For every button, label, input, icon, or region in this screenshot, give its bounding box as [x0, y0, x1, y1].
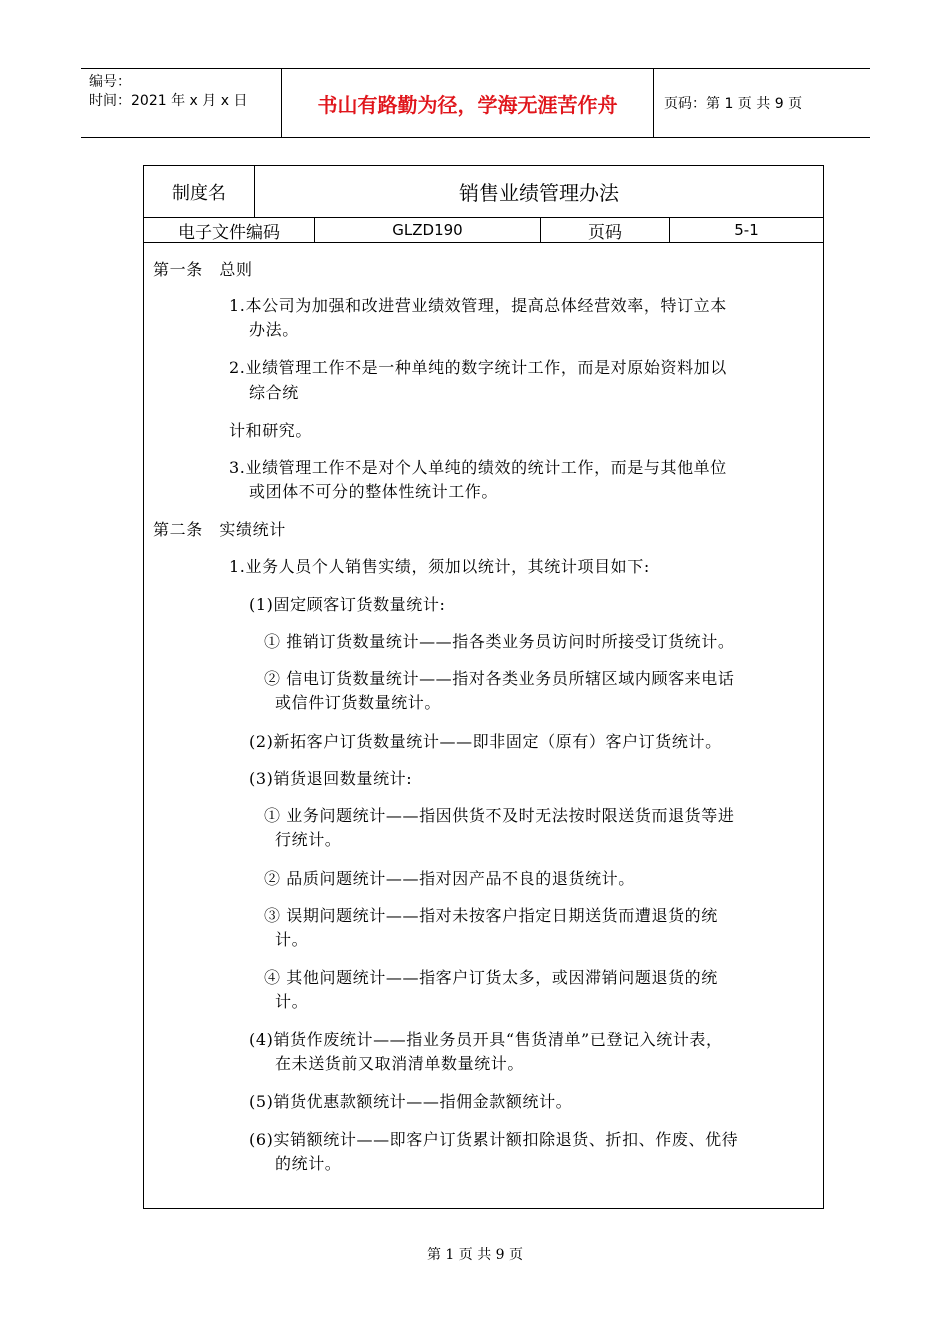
file-code-value: GLZD190 [315, 218, 541, 242]
body-line: (6)实销额统计——即客户订货累计额扣除退货、折扣、作废、优待 [249, 1130, 739, 1149]
article-heading: 第一条 总则 [153, 260, 253, 279]
page-header [81, 68, 870, 138]
body-line: ② 品质问题统计——指对因产品不良的退货统计。 [264, 869, 635, 888]
body-line: ① 业务问题统计——指因供货不及时无法按时限送货而退货等进 [264, 806, 735, 825]
file-code-row [144, 218, 823, 243]
body-line: (2)新拓客户订货数量统计——即非固定（原有）客户订货统计。 [249, 732, 722, 751]
header-meta [81, 69, 282, 137]
body-line: (4)销货作废统计——指业务员开具“售货清单”已登记入统计表， [249, 1030, 723, 1049]
number-label: 编号： [89, 74, 131, 90]
body-line: 2.业绩管理工作不是一种单纯的数字统计工作，而是对原始资料加以 [229, 358, 727, 377]
body-line: ④ 其他问题统计——指客户订货太多，或因滞销问题退货的统 [264, 968, 718, 987]
time-label: 时间：2021 年 x 月 x 日 [89, 93, 248, 109]
body-line: 或信件订货数量统计。 [275, 693, 442, 712]
header-page-info: 页码：第 1 页 共 9 页 [664, 96, 803, 112]
system-name-row [144, 166, 823, 218]
body-line: 1.业务人员个人销售实绩，须加以统计，其统计项目如下: [229, 557, 650, 576]
body-line: ② 信电订货数量统计——指对各类业务员所辖区域内顾客来电话 [264, 669, 735, 688]
page-label: 页码 [541, 218, 670, 242]
body-line: 计。 [275, 930, 309, 949]
body-line: 计和研究。 [229, 421, 313, 440]
body-line: 或团体不可分的整体性统计工作。 [249, 482, 499, 501]
body-line: (1)固定顾客订货数量统计: [249, 595, 446, 614]
article-heading: 第二条 实绩统计 [153, 520, 286, 539]
file-code-label: 电子文件编码 [144, 218, 315, 242]
body-line: ③ 误期问题统计——指对未按客户指定日期送货而遭退货的统 [264, 906, 718, 925]
body-line: 行统计。 [275, 830, 342, 849]
page-value: 5-1 [734, 221, 759, 239]
system-name-label: 制度名 [144, 166, 255, 217]
body-line: 计。 [275, 992, 309, 1011]
body-line: (3)销货退回数量统计: [249, 769, 413, 788]
body-line: 综合统 [249, 383, 299, 402]
motto: 书山有路勤为径，学海无涯苦作舟 [282, 69, 654, 137]
body-line: 在未送货前又取消清单数量统计。 [275, 1054, 525, 1073]
body-line: (5)销货优惠款额统计——指佣金款额统计。 [249, 1092, 573, 1111]
body-line: 1.本公司为加强和改进营业绩效管理，提高总体经营效率，特订立本 [229, 296, 727, 315]
body-line: ① 推销订货数量统计——指各类业务员访问时所接受订货统计。 [264, 632, 735, 651]
body-line: 办法。 [249, 320, 299, 339]
body-line: 3.业绩管理工作不是对个人单纯的绩效的统计工作，而是与其他单位 [229, 458, 727, 477]
system-name-value: 销售业绩管理办法 [459, 181, 619, 205]
page-footer: 第 1 页 共 9 页 [426, 1247, 524, 1263]
body-line: 的统计。 [275, 1154, 342, 1173]
